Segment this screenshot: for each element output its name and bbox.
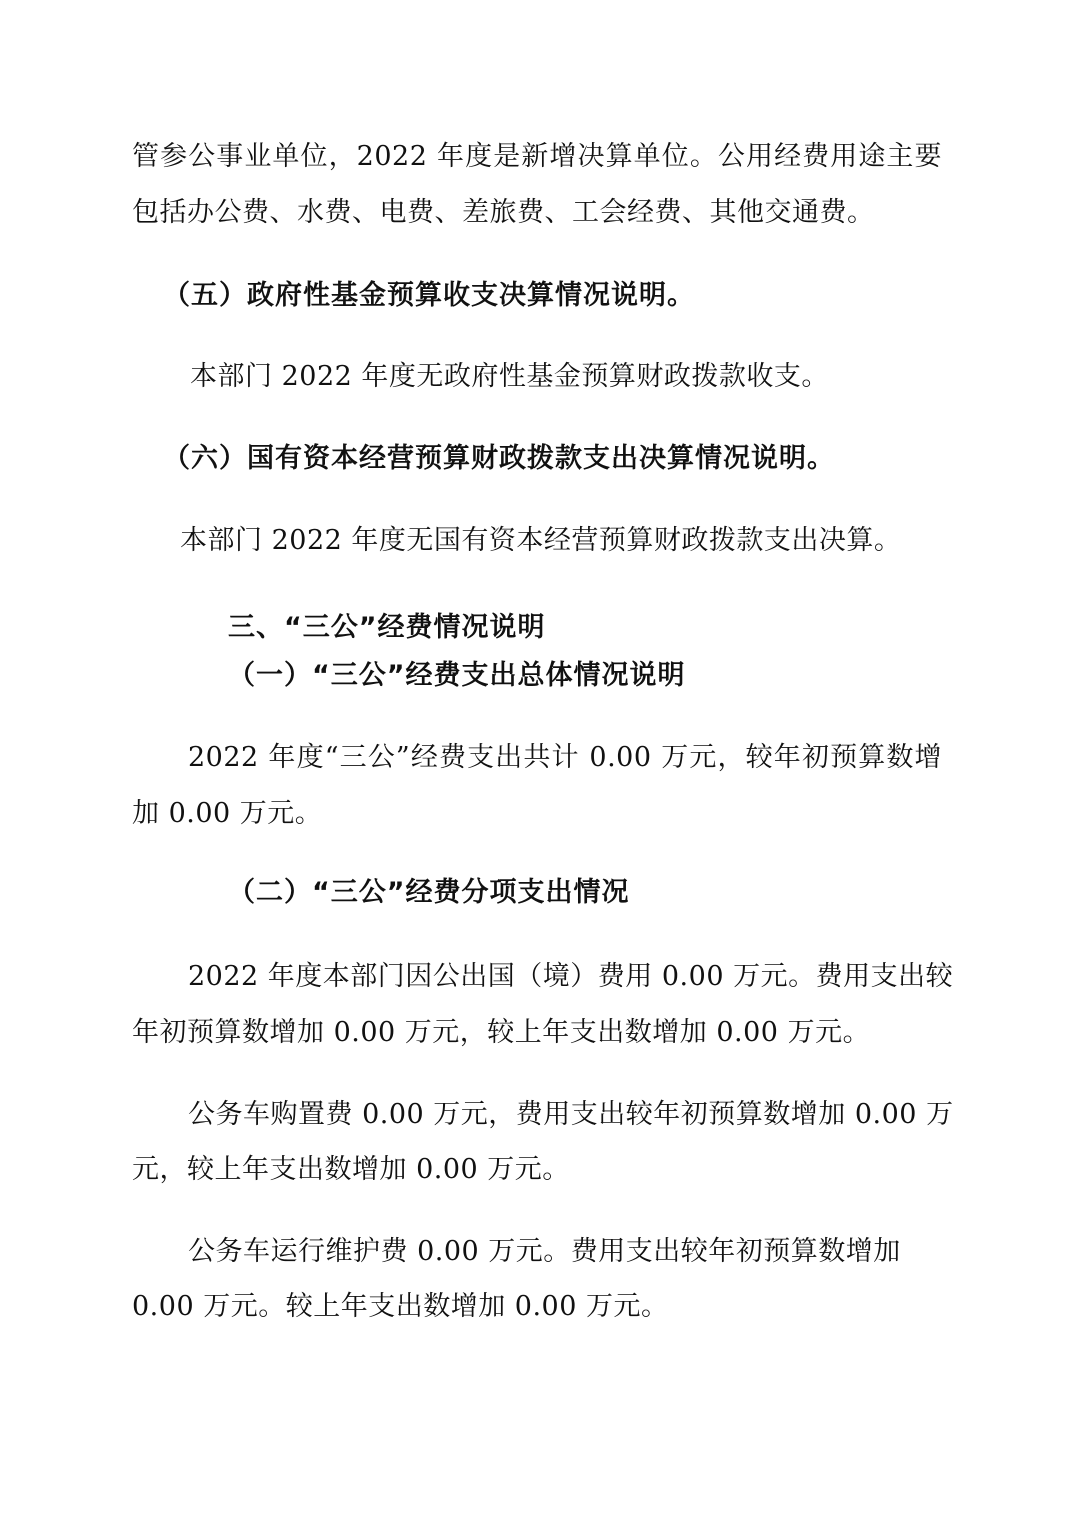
subsection-heading-2: （二）“三公”经费分项支出情况 <box>228 877 630 908</box>
section-heading-6: （六）国有资本经营预算财政拨款支出决算情况说明。 <box>163 443 835 474</box>
paragraph-line: 本部门 2022 年度无政府性基金预算财政拨款收支。 <box>190 361 829 392</box>
paragraph-line: 2022 年度“三公”经费支出共计 0.00 万元，较年初预算数增 <box>188 742 942 773</box>
paragraph-line: 0.00 万元。较上年支出数增加 0.00 万元。 <box>132 1291 669 1322</box>
paragraph-line: 包括办公费、水费、电费、差旅费、工会经费、其他交通费。 <box>132 197 875 228</box>
paragraph-line: 2022 年度本部门因公出国（境）费用 0.00 万元。费用支出较 <box>188 961 954 992</box>
paragraph-line: 年初预算数增加 0.00 万元，较上年支出数增加 0.00 万元。 <box>132 1017 871 1048</box>
paragraph-line: 公务车购置费 0.00 万元，费用支出较年初预算数增加 0.00 万 <box>188 1099 954 1130</box>
paragraph-line: 本部门 2022 年度无国有资本经营预算财政拨款支出决算。 <box>180 525 902 556</box>
section-heading-5: （五）政府性基金预算收支决算情况说明。 <box>163 280 695 311</box>
paragraph-line: 元，较上年支出数增加 0.00 万元。 <box>132 1154 570 1185</box>
paragraph-line: 管参公事业单位，2022 年度是新增决算单位。公用经费用途主要 <box>132 141 942 172</box>
paragraph-line: 加 0.00 万元。 <box>132 798 323 829</box>
chapter-heading-3: 三、“三公”经费情况说明 <box>228 612 546 643</box>
paragraph-line: 公务车运行维护费 0.00 万元。费用支出较年初预算数增加 <box>188 1236 901 1267</box>
subsection-heading-1: （一）“三公”经费支出总体情况说明 <box>228 660 686 691</box>
